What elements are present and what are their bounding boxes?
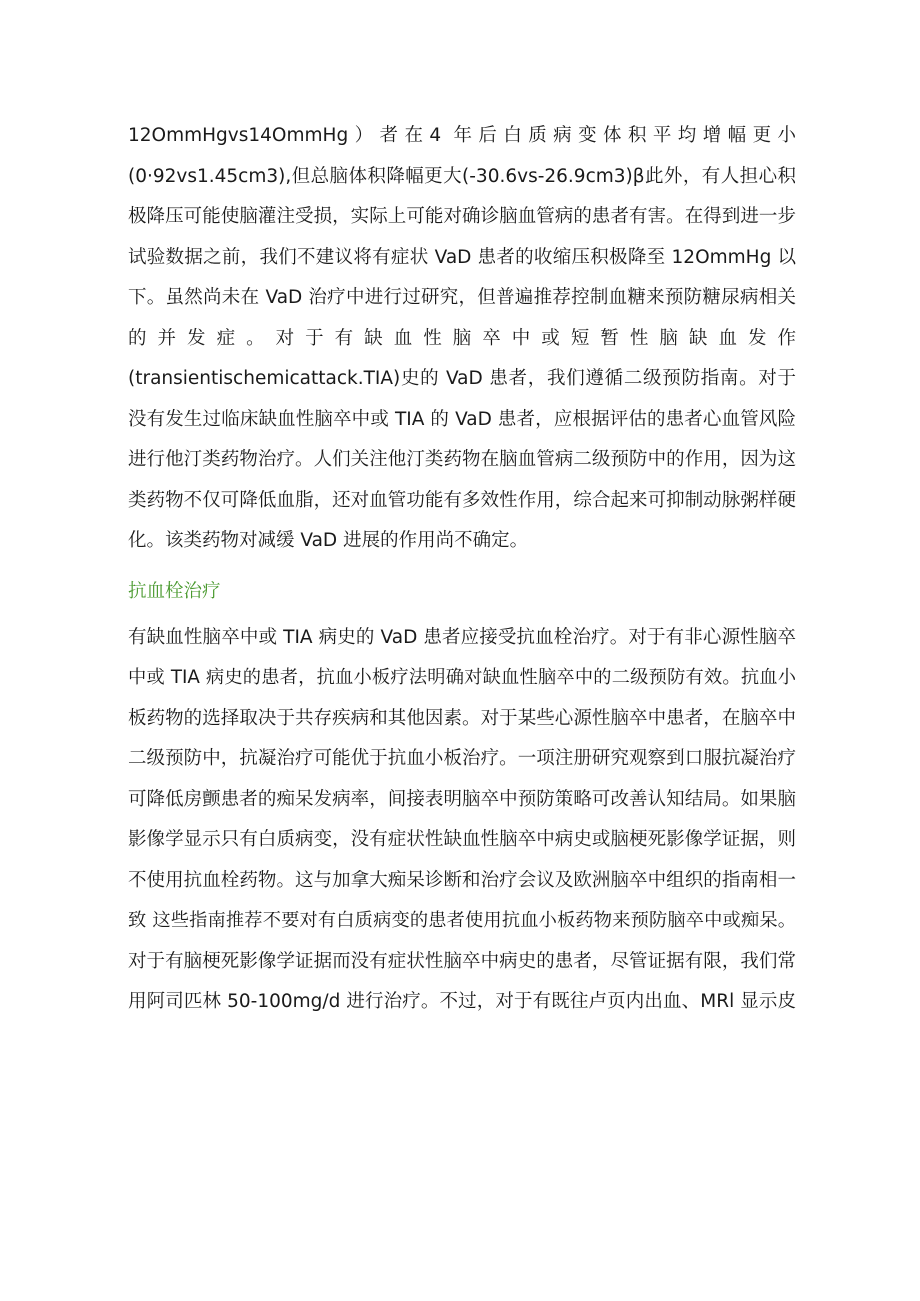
text-line: 极降压可能使脑灌注受损，实际上可能对确诊脑血管病的患者有害。在得到进一步 [128,206,796,227]
paragraph-antithrombotic [128,618,796,1023]
section-heading: 抗血栓治疗 [128,580,221,602]
text-line: 有缺血性脑卒中或 TIA 病史的 VaD 患者应接受抗血栓治疗。对于有非心源性脑卒 [128,626,796,648]
text-line: 试验数据之前，我们不建议将有症状 VaD 患者的收缩压积极降至 12OmmHg 以 [128,246,796,268]
text-line: (transientischemicattack.TIA)史的 VaD 患者，我们遵循二级预防指南。对于 [128,368,796,389]
text-line: (0·92vs1.45cm3),但总脑体积降幅更大(-30.6vs-26.9cm3)β此外，有人担心积 [128,165,796,187]
document-page [128,116,796,1023]
text-line: 化。该类药物对减缓 VaD 进展的作用尚不确定。 [128,530,529,551]
text-line: 类药物不仅可降低血脂，还对血管功能有多效性作用，综合起来可抑制动脉粥样硬 [128,489,796,511]
text-line: 二级预防中，抗凝治疗可能优于抗血小板治疗。一项注册研究观察到口服抗凝治疗 [128,748,796,769]
text-line: 用阿司匹林 50-100mg∕d 进行治疗。不过，对于有既往卢页内出血、MRl 显示皮 [128,991,796,1012]
paragraph-blood-pressure-statins [128,116,796,562]
text-line: 12OmmHgvs14OmmHg）者在4 年后白质病变体积平均增幅更小 [128,125,796,146]
text-line: 下。虽然尚未在 VaD 治疗中进行过研究，但普遍推荐控制血糖来预防糖尿病相关 [128,287,796,308]
text-line: 对于有脑梗死影像学证据而没有症状性脑卒中病史的患者，尽管证据有限，我们常 [128,950,796,972]
text-line: 板药物的选择取决于共存疾病和其他因素。对于某些心源性脑卒中患者，在脑卒中 [128,707,796,729]
text-line: 不使用抗血栓药物。这与加拿大痴呆诊断和治疗会议及欧洲脑卒中组织的指南相一 [128,869,796,891]
text-line: 影像学显示只有白质病变，没有症状性缺血性脑卒中病史或脑梗死影像学证据，则 [128,829,796,850]
text-line: 中或 TIA 病史的患者，抗血小板疗法明确对缺血性脑卒中的二级预防有效。抗血小 [128,667,796,688]
text-line: 进行他汀类药物治疗。人们关注他汀类药物在脑血管病二级预防中的作用，因为这 [128,449,796,470]
text-line: 致 这些指南推荐不要对有白质病变的患者使用抗血小板药物来预防脑卒中或痴呆。 [128,910,796,931]
text-line: 的并发症。对于有缺血性脑卒中或短暂性脑缺血发作 [128,327,796,349]
text-line: 没有发生过临床缺血性脑卒中或 TIA 的 VaD 患者，应根据评估的患者心血管风险 [128,408,796,430]
text-line: 可降低房颤患者的痴呆发病率，间接表明脑卒中预防策略可改善认知结局。如果脑 [128,788,796,810]
